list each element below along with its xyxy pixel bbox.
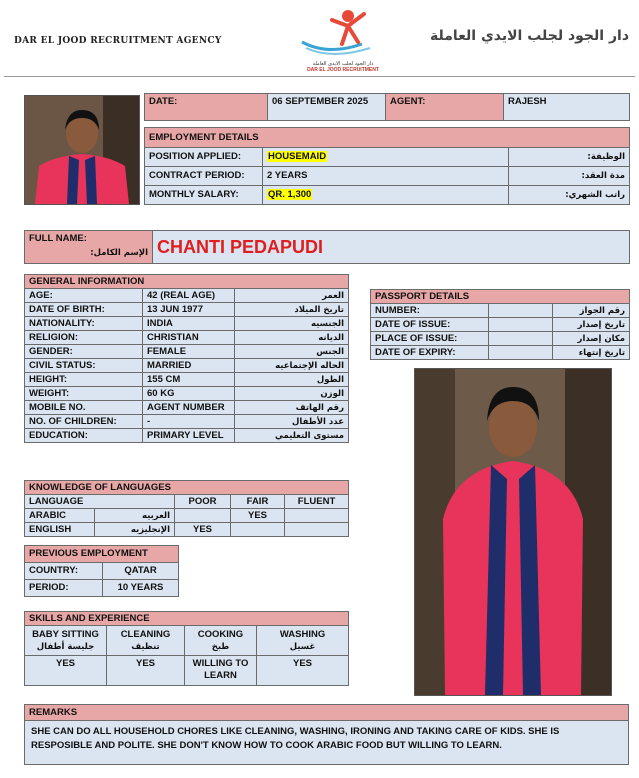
- passport-label-ar: مكان إصدار: [553, 332, 630, 346]
- language-fluent: [285, 509, 349, 523]
- language-name: ARABIC: [25, 509, 95, 523]
- previous-employment-title: PREVIOUS EMPLOYMENT: [25, 546, 179, 563]
- employment-table: [144, 127, 630, 205]
- language-poor: YES: [175, 523, 231, 537]
- info-label-ar: الجنسيه: [235, 317, 349, 331]
- passport-label: NUMBER:: [371, 304, 489, 318]
- info-label: AGE:: [25, 289, 143, 303]
- salary-label-ar: راتب الشهري:: [509, 186, 630, 205]
- agency-name-ar: دار الجود لجلب الايدي العاملة: [429, 28, 629, 44]
- remarks-text: SHE CAN DO ALL HOUSEHOLD CHORES LIKE CLEANING, WASHING, IRONING AND TAKING CARE OF KIDS. SHE IS RESPOSIBLE AND POLITE. SHE DON'T KNOW HOW TO COOK ARABIC FOOD BUT WILLING TO LEARN.: [25, 721, 629, 765]
- full-name-label-ar: الإسم الكامل:: [90, 248, 148, 258]
- info-label-ar: الجنس: [235, 345, 349, 359]
- languages-header-language: LANGUAGE: [25, 495, 175, 509]
- contract-label-ar: مدة العقد:: [509, 167, 630, 186]
- passport-value: [489, 318, 553, 332]
- info-value: 13 JUN 1977: [143, 303, 235, 317]
- language-name: ENGLISH: [25, 523, 95, 537]
- country-label: COUNTRY:: [25, 563, 103, 580]
- languages-header-fair: FAIR: [231, 495, 285, 509]
- passport-label: DATE OF ISSUE:: [371, 318, 489, 332]
- country-value: QATAR: [103, 563, 179, 580]
- applicant-photo-large: [414, 368, 612, 696]
- language-fair: [231, 523, 285, 537]
- position-label: POSITION APPLIED:: [145, 148, 263, 167]
- full-name-label: FULL NAME:: [29, 233, 87, 244]
- passport-value: [489, 332, 553, 346]
- skill-value: WILLING TO LEARN: [185, 656, 257, 686]
- header-divider: [4, 76, 635, 77]
- info-label: GENDER:: [25, 345, 143, 359]
- languages-header-poor: POOR: [175, 495, 231, 509]
- remarks-title: REMARKS: [25, 705, 629, 721]
- passport-label: PLACE OF ISSUE:: [371, 332, 489, 346]
- info-value: FEMALE: [143, 345, 235, 359]
- previous-employment-table: [24, 545, 179, 597]
- info-label-ar: مستوى التعليمي: [235, 429, 349, 443]
- skill-name-ar: غسيل: [289, 641, 316, 652]
- skill-name: BABY SITTING: [32, 628, 99, 640]
- language-fluent: [285, 523, 349, 537]
- info-label: HEIGHT:: [25, 373, 143, 387]
- agency-name-en: DAR EL JOOD RECRUITMENT AGENCY: [14, 36, 222, 46]
- skill-name-ar: تنظيف: [131, 641, 160, 652]
- skills-title: SKILLS AND EXPERIENCE: [25, 612, 349, 626]
- top-table: [144, 93, 630, 121]
- info-value: AGENT NUMBER: [143, 401, 235, 415]
- contract-label: CONTRACT PERIOD:: [145, 167, 263, 186]
- skill-name-ar: جليسة أطفال: [36, 641, 95, 652]
- info-label: DATE OF BIRTH:: [25, 303, 143, 317]
- period-label: PERIOD:: [25, 580, 103, 597]
- agent-value: RAJESH: [504, 94, 630, 121]
- skill-name: WASHING: [279, 628, 326, 640]
- info-value: CHRISTIAN: [143, 331, 235, 345]
- info-label-ar: الوزن: [235, 387, 349, 401]
- skill-value: YES: [257, 656, 349, 686]
- position-value: HOUSEMAID: [268, 151, 327, 162]
- info-value: 42 (REAL AGE): [143, 289, 235, 303]
- passport-label-ar: تاريخ إصدار: [553, 318, 630, 332]
- skill-value: YES: [25, 656, 107, 686]
- languages-header-fluent: FLUENT: [285, 495, 349, 509]
- period-value: 10 YEARS: [103, 580, 179, 597]
- passport-table: [370, 289, 630, 360]
- info-label-ar: عدد الأطفال: [235, 415, 349, 429]
- info-label-ar: رقم الهاتف: [235, 401, 349, 415]
- skill-value: YES: [107, 656, 185, 686]
- skill-name-ar: طبخ: [211, 641, 230, 652]
- agency-logo: [288, 4, 398, 74]
- info-label-ar: تاريخ الميلاد: [235, 303, 349, 317]
- salary-value: QR. 1,300: [268, 189, 312, 200]
- info-label-ar: الطول: [235, 373, 349, 387]
- info-value: 60 KG: [143, 387, 235, 401]
- skill-name: CLEANING: [120, 628, 171, 640]
- date-label: DATE:: [145, 94, 268, 121]
- contract-value: 2 YEARS: [263, 167, 509, 186]
- passport-label: DATE OF EXPIRY:: [371, 346, 489, 360]
- general-info-table: [24, 274, 349, 443]
- name-table: [24, 230, 630, 264]
- info-value: 155 CM: [143, 373, 235, 387]
- info-value: -: [143, 415, 235, 429]
- info-value: MARRIED: [143, 359, 235, 373]
- skills-table: [24, 611, 349, 686]
- info-label: RELIGION:: [25, 331, 143, 345]
- logo-figure-icon: [288, 4, 398, 56]
- remarks-table: [24, 704, 629, 765]
- info-label: NATIONALITY:: [25, 317, 143, 331]
- position-label-ar: الوظيفة:: [509, 148, 630, 167]
- language-poor: [175, 509, 231, 523]
- info-label: EDUCATION:: [25, 429, 143, 443]
- full-name-value: CHANTI PEDAPUDI: [153, 231, 630, 264]
- info-label: CIVIL STATUS:: [25, 359, 143, 373]
- passport-label-ar: رقم الجواز: [553, 304, 630, 318]
- passport-value: [489, 304, 553, 318]
- info-label: MOBILE NO.: [25, 401, 143, 415]
- logo-text-ar: دار الجود لجلب الايدي العاملة: [312, 61, 374, 67]
- info-value: PRIMARY LEVEL: [143, 429, 235, 443]
- language-name-ar: العربيه: [95, 509, 175, 523]
- applicant-photo-small: [24, 95, 140, 205]
- passport-value: [489, 346, 553, 360]
- language-name-ar: الإنجليزيه: [95, 523, 175, 537]
- employment-title: EMPLOYMENT DETAILS: [145, 128, 630, 148]
- language-fair: YES: [231, 509, 285, 523]
- date-value: 06 SEPTEMBER 2025: [268, 94, 386, 121]
- logo-text-en: DAR EL JOOD RECRUITMENT: [307, 67, 379, 73]
- info-value: INDIA: [143, 317, 235, 331]
- skill-name: COOKING: [197, 628, 244, 640]
- info-label-ar: الديانه: [235, 331, 349, 345]
- general-info-title: GENERAL INFORMATION: [25, 275, 349, 289]
- agent-label: AGENT:: [386, 94, 504, 121]
- info-label: NO. OF CHILDREN:: [25, 415, 143, 429]
- info-label: WEIGHT:: [25, 387, 143, 401]
- salary-label: MONTHLY SALARY:: [145, 186, 263, 205]
- languages-title: KNOWLEDGE OF LANGUAGES: [25, 481, 349, 495]
- info-label-ar: الحاله الإجتماعيه: [235, 359, 349, 373]
- info-label-ar: العمر: [235, 289, 349, 303]
- passport-title: PASSPORT DETAILS: [371, 290, 630, 304]
- languages-table: [24, 480, 349, 537]
- passport-label-ar: تاريخ إنتهاء: [553, 346, 630, 360]
